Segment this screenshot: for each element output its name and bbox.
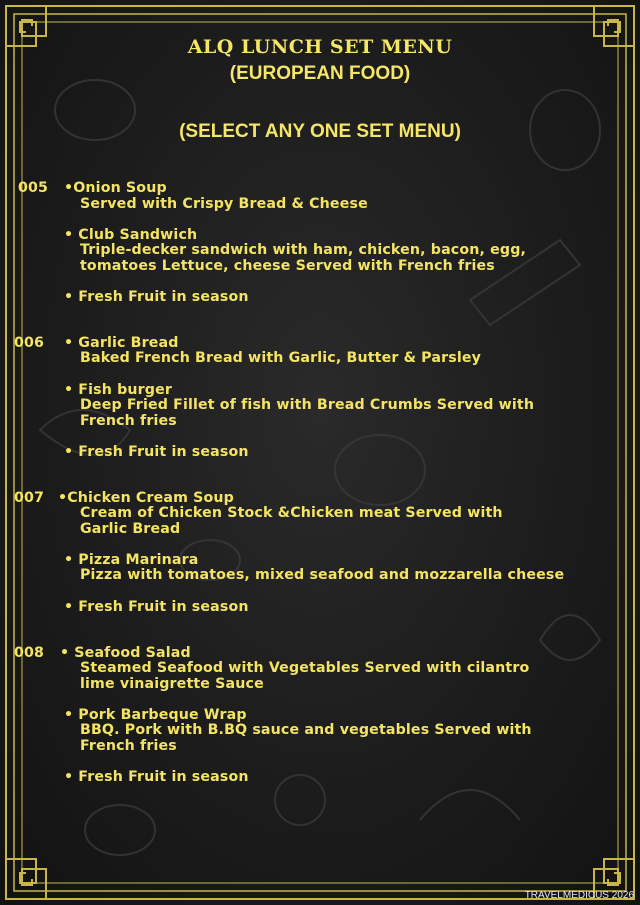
menu-item-name: • Pork Barbeque Wrap (64, 707, 247, 723)
menu-item-name: • Fish burger (64, 382, 173, 398)
menu-item-desc: BBQ. Pork with B.BQ sauce and vegetables Served with (80, 722, 532, 738)
menu-subtitle: (EUROPEAN FOOD) (229, 63, 411, 84)
menu-item-name: • Seafood Salad (60, 645, 191, 661)
menu-item-desc: French fries (80, 738, 177, 754)
menu-item-name: • Garlic Bread (64, 335, 179, 351)
menu-item-desc: tomatoes Lettuce, cheese Served with French fries (80, 258, 495, 274)
menu-item-desc: Steamed Seafood with Vegetables Served with cilantro (80, 660, 530, 676)
menu-item-name: • Club Sandwich (64, 227, 198, 243)
menu-item-name: • Fresh Fruit in season (64, 599, 249, 615)
menu-item-name: • Fresh Fruit in season (64, 444, 249, 460)
menu-item-name: • Fresh Fruit in season (64, 769, 249, 785)
menu-item-name: •Chicken Cream Soup (58, 490, 234, 506)
watermark: TRAVELMEDICUS 2026 (524, 890, 634, 901)
menu-item-desc: Garlic Bread (80, 521, 181, 537)
set-code: 006 (14, 335, 45, 351)
menu-item-desc: Triple-decker sandwich with ham, chicken, bacon, egg, (80, 242, 527, 258)
menu-item-name: • Fresh Fruit in season (64, 289, 249, 305)
menu-item-desc: Deep Fried Fillet of fish with Bread Crumbs Served with (80, 397, 535, 413)
menu-item-name: •Onion Soup (64, 180, 167, 196)
menu-item-name: • Pizza Marinara (64, 552, 199, 568)
set-code: 008 (14, 645, 45, 661)
set-code: 005 (18, 180, 49, 196)
menu-item-desc: Baked French Bread with Garlic, Butter & Parsley (80, 350, 481, 366)
menu-item-desc: Pizza with tomatoes, mixed seafood and mozzarella cheese (80, 567, 565, 583)
menu-item-desc: Served with Crispy Bread & Cheese (80, 196, 368, 212)
menu-title: ALQ LUNCH SET MENU (187, 36, 453, 58)
set-code: 007 (14, 490, 45, 506)
menu-instruction: (SELECT ANY ONE SET MENU) (179, 121, 461, 142)
menu-item-desc: French fries (80, 413, 177, 429)
menu-item-desc: Cream of Chicken Stock &Chicken meat Served with (80, 505, 503, 521)
menu-item-desc: lime vinaigrette Sauce (80, 676, 264, 692)
